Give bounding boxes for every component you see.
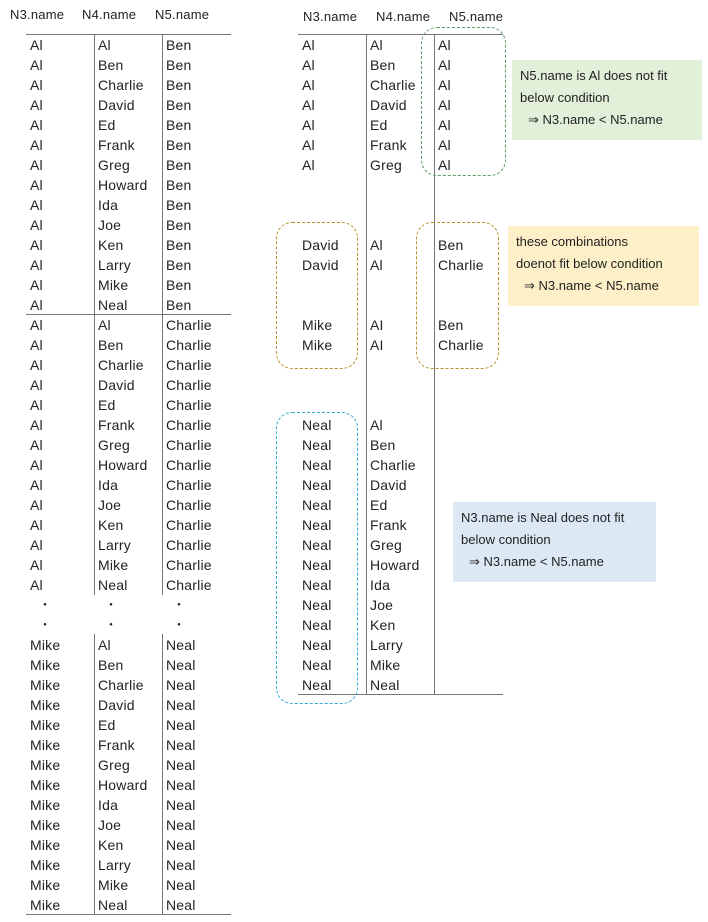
n3-cell: Al — [30, 317, 43, 333]
n4-cell: David — [370, 97, 407, 113]
n4-cell: Charlie — [370, 457, 416, 473]
n4-cell: Frank — [98, 737, 135, 753]
n3-cell: Neal — [302, 497, 332, 513]
n3-cell: Mike — [30, 757, 61, 773]
n5-cell: Charlie — [166, 517, 212, 533]
n5-cell: Ben — [166, 97, 192, 113]
n5-cell: Ben — [166, 217, 192, 233]
n3-cell: Mike — [30, 817, 61, 833]
n5-cell: Ben — [166, 237, 192, 253]
n4-cell: Frank — [98, 137, 135, 153]
n4-cell: David — [98, 697, 135, 713]
n3-cell: Al — [30, 497, 43, 513]
note-line: N3.name is Neal does not fit — [461, 510, 625, 525]
n4-cell: Ben — [98, 657, 124, 673]
n3-cell: Neal — [302, 417, 332, 433]
n3-cell: Mike — [30, 697, 61, 713]
n4-cell: Al — [370, 237, 383, 253]
n4-cell: Howard — [98, 177, 148, 193]
n3-cell: Al — [302, 137, 315, 153]
n4-cell: Ida — [370, 577, 391, 593]
blue-highlight-box — [276, 412, 358, 704]
n5-cell: Ben — [166, 157, 192, 173]
n5-cell: Ben — [438, 317, 464, 333]
n4-cell: Neal — [98, 577, 128, 593]
n5-cell: Al — [438, 37, 451, 53]
n5-cell: Ben — [166, 297, 192, 313]
n4-cell: Al — [370, 257, 383, 273]
n5-cell: Al — [438, 137, 451, 153]
n4-cell: Howard — [98, 457, 148, 473]
n5-cell: Al — [438, 117, 451, 133]
n5-cell: Charlie — [166, 477, 212, 493]
n3-cell: Mike — [30, 837, 61, 853]
n3-cell: Al — [30, 37, 43, 53]
n3-cell: Al — [30, 277, 43, 293]
n3-cell: Al — [30, 517, 43, 533]
n3-cell: Al — [302, 117, 315, 133]
n4-cell: Greg — [98, 437, 130, 453]
n3-cell: Mike — [30, 777, 61, 793]
n3-cell: Neal — [302, 597, 332, 613]
left-header-n4: N4.name — [82, 7, 137, 22]
note-line: doenot fit below condition — [516, 256, 663, 271]
n3-cell: Al — [30, 117, 43, 133]
right-header-n5: N5.name — [449, 9, 504, 24]
ellipsis-dot: ・ — [38, 617, 53, 633]
n5-cell: Ben — [166, 257, 192, 273]
n3-cell: Neal — [302, 437, 332, 453]
n4-cell: Frank — [370, 517, 407, 533]
n5-cell: Charlie — [166, 457, 212, 473]
n5-cell: Neal — [166, 697, 196, 713]
n3-cell: Al — [302, 157, 315, 173]
n3-cell: Al — [302, 37, 315, 53]
n5-cell: Charlie — [438, 257, 484, 273]
n3-cell: Al — [30, 577, 43, 593]
n5-cell: Charlie — [166, 577, 212, 593]
n3-cell: Al — [30, 97, 43, 113]
n3-cell: Neal — [302, 517, 332, 533]
n4-cell: Larry — [98, 257, 131, 273]
n3-cell: Mike — [30, 637, 61, 653]
n3-cell: Al — [30, 257, 43, 273]
n4-cell: David — [98, 97, 135, 113]
n3-cell: Al — [30, 457, 43, 473]
n3-cell: Al — [30, 297, 43, 313]
n4-cell: Larry — [370, 637, 403, 653]
orange-note — [508, 226, 699, 306]
note-line: below condition — [520, 90, 610, 105]
n3-cell: Al — [30, 537, 43, 553]
n5-cell: Neal — [166, 857, 196, 873]
n5-cell: Charlie — [166, 377, 212, 393]
blue-note — [453, 502, 656, 582]
n5-cell: Charlie — [166, 557, 212, 573]
n4-cell: Ben — [98, 337, 124, 353]
n5-cell: Ben — [166, 177, 192, 193]
n5-cell: Charlie — [166, 497, 212, 513]
n5-cell: Al — [438, 97, 451, 113]
n4-cell: Ben — [370, 57, 396, 73]
n3-cell: Neal — [302, 677, 332, 693]
n5-cell: Al — [438, 57, 451, 73]
n4-cell: David — [370, 477, 407, 493]
n4-cell: Ida — [98, 797, 119, 813]
n3-cell: Mike — [30, 657, 61, 673]
n3-cell: Mike — [302, 337, 333, 353]
n4-cell: Joe — [98, 817, 122, 833]
n3-cell: Mike — [30, 737, 61, 753]
n4-cell: Howard — [370, 557, 420, 573]
green-note — [512, 60, 702, 140]
n4-cell: Greg — [98, 757, 130, 773]
n4-cell: Charlie — [98, 77, 144, 93]
note-condition: ⇒ N3.name < N5.name — [524, 278, 659, 293]
left-header-rule — [26, 34, 231, 35]
n4-cell: AI — [370, 337, 384, 353]
n3-cell: David — [302, 237, 339, 253]
n3-cell: Neal — [302, 557, 332, 573]
n4-cell: Al — [370, 37, 383, 53]
n5-cell: Neal — [166, 717, 196, 733]
n3-cell: Al — [30, 217, 43, 233]
n3-cell: Mike — [30, 877, 61, 893]
n3-cell: Al — [30, 177, 43, 193]
n5-cell: Neal — [166, 837, 196, 853]
note-condition: ⇒ N3.name < N5.name — [528, 112, 663, 127]
n3-cell: Al — [30, 357, 43, 373]
n5-cell: Neal — [166, 737, 196, 753]
n3-cell: Al — [30, 417, 43, 433]
orange-highlight-box-n5 — [416, 222, 499, 369]
n4-cell: Ed — [370, 497, 388, 513]
n4-cell: Ken — [98, 237, 124, 253]
n5-cell: Neal — [166, 657, 196, 673]
n4-cell: Howard — [98, 777, 148, 793]
n5-cell: Ben — [166, 277, 192, 293]
n5-cell: Ben — [166, 77, 192, 93]
green-highlight-box — [421, 27, 506, 176]
n5-cell: Al — [438, 77, 451, 93]
n3-cell: Al — [30, 477, 43, 493]
n4-cell: Neal — [98, 897, 128, 913]
n4-cell: Ben — [370, 437, 396, 453]
note-line: below condition — [461, 532, 551, 547]
n3-cell: Mike — [30, 717, 61, 733]
n3-cell: Al — [30, 377, 43, 393]
n5-cell: Charlie — [166, 357, 212, 373]
n3-cell: Al — [302, 77, 315, 93]
n4-cell: Mike — [370, 657, 401, 673]
n4-cell: Mike — [98, 877, 129, 893]
n5-cell: Neal — [166, 877, 196, 893]
n3-cell: Al — [302, 97, 315, 113]
n4-cell: Al — [370, 417, 383, 433]
ellipsis-dot: ・ — [38, 597, 53, 613]
n5-cell: Neal — [166, 637, 196, 653]
n3-cell: Mike — [302, 317, 333, 333]
n5-cell: Ben — [438, 237, 464, 253]
orange-highlight-box-n3 — [276, 222, 358, 369]
n5-cell: Charlie — [166, 397, 212, 413]
ellipsis-dot: ・ — [104, 617, 119, 633]
n4-cell: Neal — [98, 297, 128, 313]
n3-cell: Mike — [30, 857, 61, 873]
n4-cell: Joe — [98, 217, 122, 233]
n4-cell: Larry — [98, 537, 131, 553]
n4-cell: Joe — [98, 497, 122, 513]
n5-cell: Charlie — [166, 337, 212, 353]
n4-cell: Frank — [98, 417, 135, 433]
left-header-n5: N5.name — [155, 7, 210, 22]
n4-cell: Ed — [98, 397, 116, 413]
n4-cell: Ken — [98, 837, 124, 853]
ellipsis-dot: ・ — [172, 597, 187, 613]
n4-cell: Ken — [98, 517, 124, 533]
n4-cell: Neal — [370, 677, 400, 693]
n5-cell: Ben — [166, 197, 192, 213]
n4-cell: Ida — [98, 197, 119, 213]
note-line: N5.name is Al does not fit — [520, 68, 668, 83]
n5-cell: Ben — [166, 37, 192, 53]
n4-cell: Ida — [98, 477, 119, 493]
n4-cell: Mike — [98, 557, 129, 573]
n4-cell: Ken — [370, 617, 396, 633]
n5-cell: Charlie — [166, 437, 212, 453]
n4-cell: Greg — [370, 157, 402, 173]
note-condition: ⇒ N3.name < N5.name — [469, 554, 604, 569]
n4-cell: Ben — [98, 57, 124, 73]
n4-cell: Mike — [98, 277, 129, 293]
n5-cell: Neal — [166, 817, 196, 833]
n3-cell: Al — [30, 337, 43, 353]
n4-cell: Al — [98, 317, 111, 333]
left-header-n3: N3.name — [10, 7, 65, 22]
n3-cell: Al — [30, 57, 43, 73]
n3-cell: Neal — [302, 537, 332, 553]
n5-cell: Ben — [166, 137, 192, 153]
n5-cell: Ben — [166, 57, 192, 73]
n3-cell: Al — [30, 197, 43, 213]
n4-cell: Al — [98, 637, 111, 653]
left-column-divider — [94, 634, 95, 915]
n5-cell: Ben — [166, 117, 192, 133]
n3-cell: Al — [30, 77, 43, 93]
n3-cell: Al — [30, 437, 43, 453]
n3-cell: Neal — [302, 477, 332, 493]
n3-cell: Neal — [302, 657, 332, 673]
n5-cell: Al — [438, 157, 451, 173]
n4-cell: Frank — [370, 137, 407, 153]
ellipsis-dot: ・ — [104, 597, 119, 613]
n4-cell: Larry — [98, 857, 131, 873]
left-column-divider — [162, 634, 163, 915]
n5-cell: Charlie — [166, 417, 212, 433]
n4-cell: Ed — [98, 717, 116, 733]
right-column-divider — [366, 34, 367, 694]
n5-cell: Charlie — [438, 337, 484, 353]
n3-cell: Al — [30, 157, 43, 173]
n3-cell: Al — [30, 557, 43, 573]
n4-cell: Charlie — [98, 677, 144, 693]
n3-cell: Mike — [30, 897, 61, 913]
n5-cell: Neal — [166, 677, 196, 693]
n4-cell: Joe — [370, 597, 394, 613]
right-header-n4: N4.name — [376, 9, 431, 24]
n3-cell: Neal — [302, 457, 332, 473]
note-line: these combinations — [516, 234, 629, 249]
n5-cell: Neal — [166, 797, 196, 813]
n3-cell: Neal — [302, 637, 332, 653]
n3-cell: Mike — [30, 797, 61, 813]
ellipsis-dot: ・ — [172, 617, 187, 633]
n3-cell: Mike — [30, 677, 61, 693]
n3-cell: Al — [30, 137, 43, 153]
n5-cell: Neal — [166, 777, 196, 793]
n3-cell: David — [302, 257, 339, 273]
n4-cell: Ed — [98, 117, 116, 133]
n3-cell: Al — [30, 237, 43, 253]
n4-cell: Greg — [98, 157, 130, 173]
right-header-n3: N3.name — [303, 9, 358, 24]
n4-cell: Charlie — [98, 357, 144, 373]
n5-cell: Neal — [166, 897, 196, 913]
n4-cell: Charlie — [370, 77, 416, 93]
n4-cell: Al — [98, 37, 111, 53]
n4-cell: David — [98, 377, 135, 393]
n4-cell: AI — [370, 317, 384, 333]
n5-cell: Neal — [166, 757, 196, 773]
n4-cell: Ed — [370, 117, 388, 133]
n3-cell: Al — [302, 57, 315, 73]
n3-cell: Neal — [302, 617, 332, 633]
n3-cell: Al — [30, 397, 43, 413]
n4-cell: Greg — [370, 537, 402, 553]
n5-cell: Charlie — [166, 317, 212, 333]
n3-cell: Neal — [302, 577, 332, 593]
n5-cell: Charlie — [166, 537, 212, 553]
